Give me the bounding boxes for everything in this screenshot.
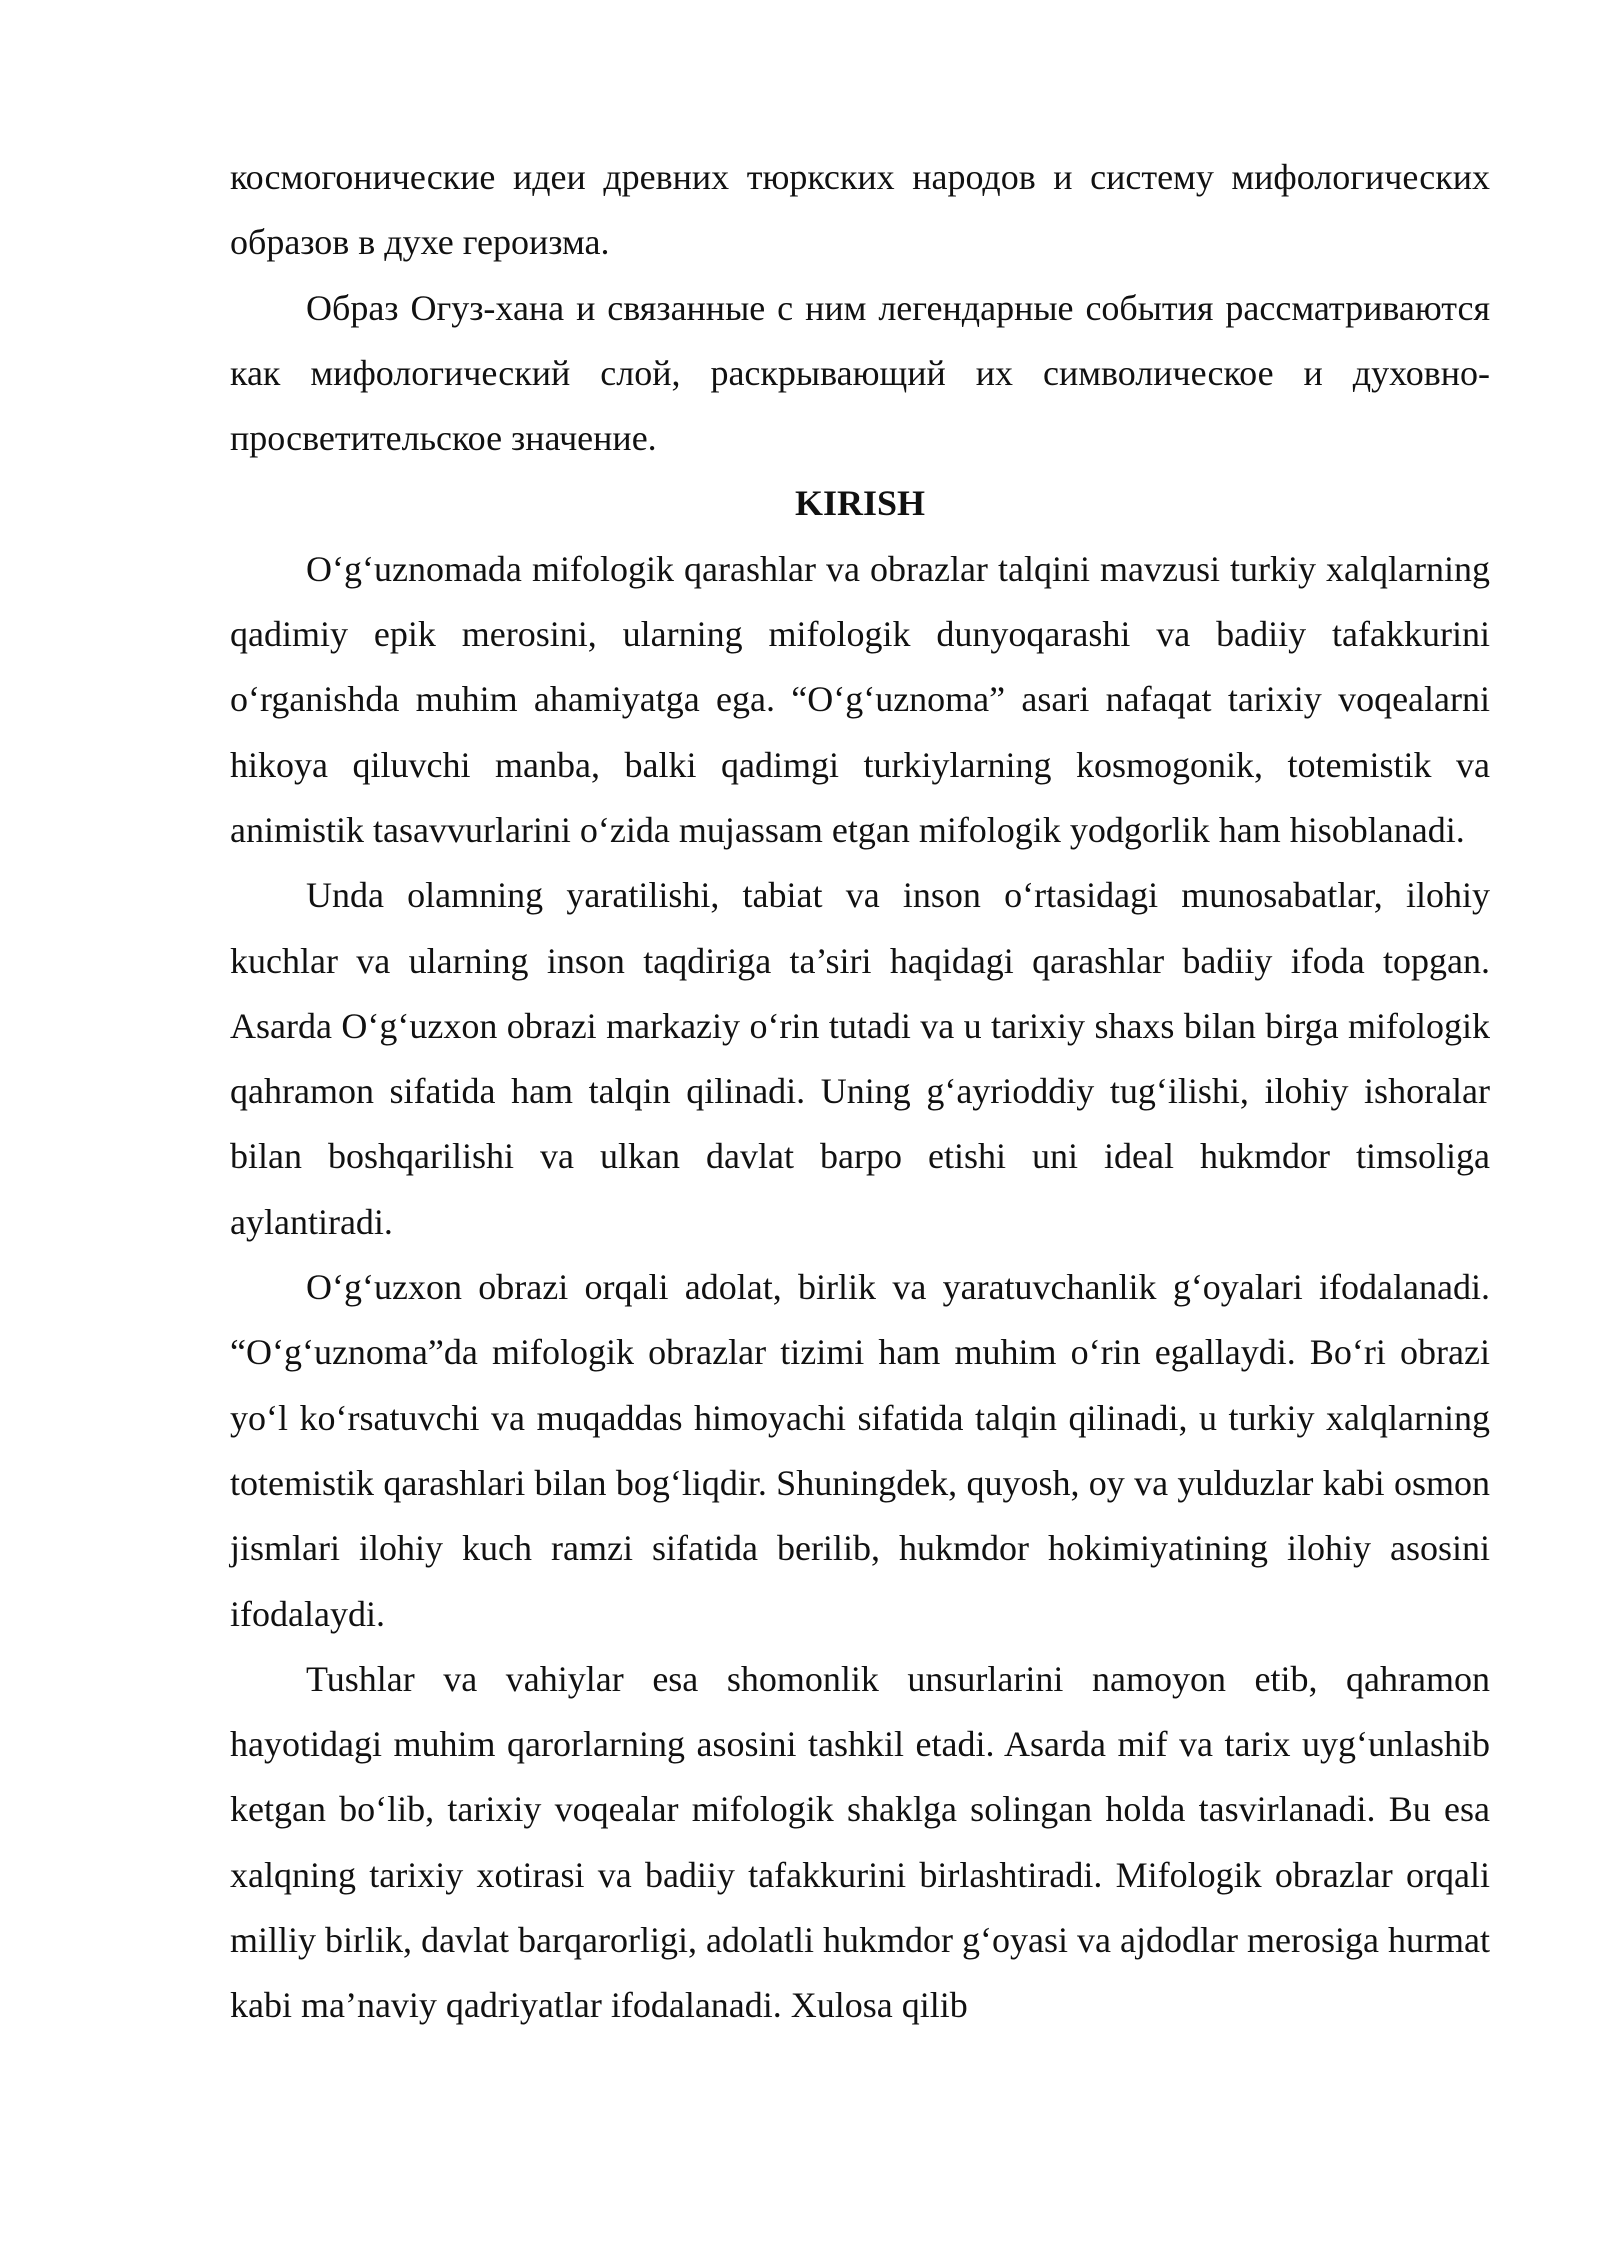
document-body <box>230 145 1490 2039</box>
intro-paragraph: Unda olamning yaratilishi, tabiat va inson o‘rtasidagi munosabatlar, ilohiy kuchlar va ularning inson taqdiriga ta’siri haqidagi qarashlar badiiy ifoda topgan. Asarda O‘g‘uzxon obrazi markaziy o‘rin tutadi va u tarixiy shaxs bilan birga mifologik qahramon sifatida ham talqin qilinadi. Uning g‘ayrioddiy tug‘ilishi, ilohiy ishoralar bilan boshqarilishi va ulkan davlat barpo etishi uni ideal hukmdor timsoliga aylantiradi. <box>230 875 1490 1242</box>
intro-paragraph: Tushlar va vahiylar esa shomonlik unsurlarini namoyon etib, qahramon hayotidagi muhim qarorlarning asosini tashkil etadi. Asarda mif va tarix uyg‘unlashib ketgan bo‘lib, tarixiy voqealar mifologik shaklga solingan holda tasvirlanadi. Bu esa xalqning tarixiy xotirasi va badiiy tafakkurini birlashtiradi. Mifologik obrazlar orqali milliy birlik, davlat barqarorligi, adolatli hukmdor g‘oyasi va ajdodlar merosiga hurmat kabi ma’naviy qadriyatlar ifodalanadi. Xulosa qilib <box>230 1658 1490 2026</box>
abstract-paragraph: Образ Огуз-хана и связанные с ним легендарные события рассматриваются как мифологический слой, раскрывающий их символическое и духовно-просветительское значение. <box>230 287 1490 459</box>
section-heading: KIRISH <box>794 483 926 524</box>
abstract-continuation-paragraph: космогонические идеи древних тюркских народов и систему мифологических образов в духе героизма. <box>230 157 1490 263</box>
intro-paragraph: O‘g‘uzxon obrazi orqali adolat, birlik va yaratuvchanlik g‘oyalari ifodalanadi. “O‘g‘uznoma”da mifologik obrazlar tizimi ham muhim o‘rin egallaydi. Bo‘ri obrazi yo‘l ko‘rsatuvchi va muqaddas himoyachi sifatida talqin qilinadi, u turkiy xalqlarning totemistik qarashlari bilan bog‘liqdir. Shuningdek, quyosh, oy va yulduzlar kabi osmon jismlari ilohiy kuch ramzi sifatida berilib, hukmdor hokimiyatining ilohiy asosini ifodalaydi. <box>230 1267 1490 1634</box>
intro-paragraph: O‘g‘uznomada mifologik qarashlar va obrazlar talqini mavzusi turkiy xalqlarning qadimiy epik merosini, ularning mifologik dunyoqarashi va badiiy tafakkurini o‘rganishda muhim ahamiyatga ega. “O‘g‘uznoma” asari nafaqat tarixiy voqealarni hikoya qiluvchi manba, balki qadimgi turkiylarning kosmogonik, totemistik va animistik tasavvurlarini o‘zida mujassam etgan mifologik yodgorlik ham hisoblanadi. <box>230 548 1490 850</box>
